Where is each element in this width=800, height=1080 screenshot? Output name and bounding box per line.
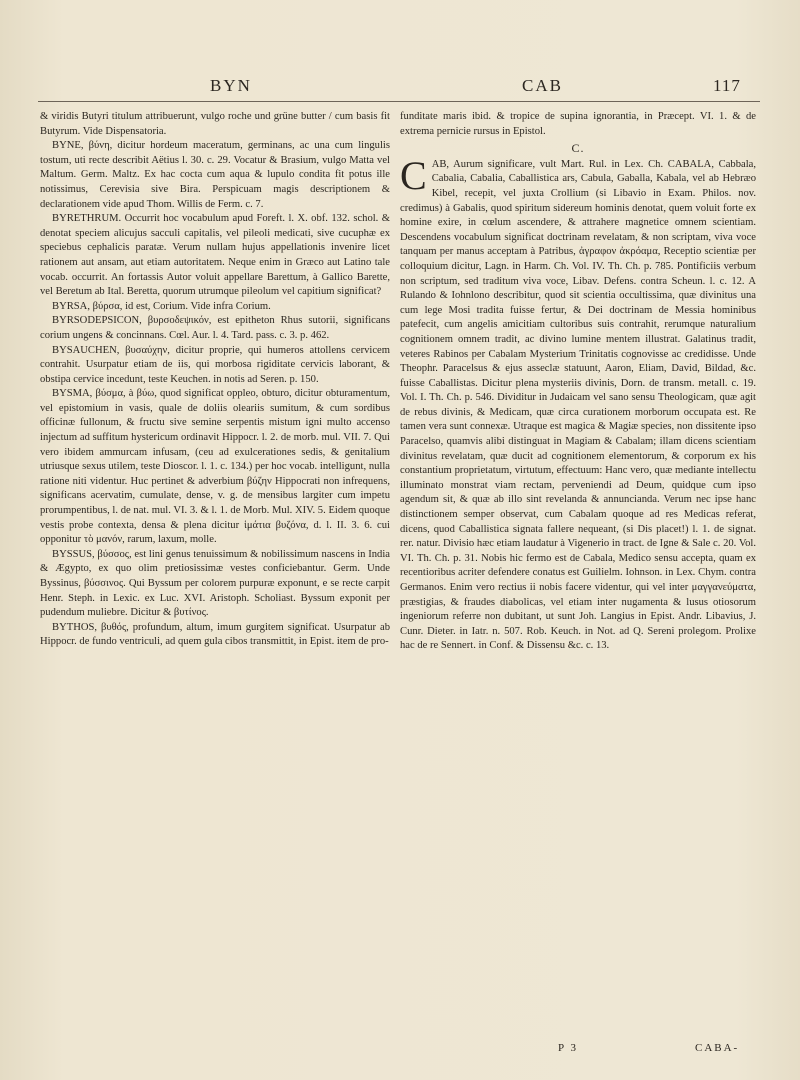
signature-mark: P 3: [558, 1042, 578, 1054]
header-right-title: CAB: [522, 76, 563, 95]
header-left-title: BYN: [210, 76, 252, 95]
entry-bysauchen: BYSAUCHEN, βυσαύχην, dicitur proprie, qui humeros attollens cervicem contrahit. Usurpatur etiam de iis, qui morbosa rigiditate cervicis laborant, & obstipa cervice incedunt, teste Keuchen. in notis ad Seren. p. 150.: [40, 344, 390, 385]
entry-byrsodepsicon: BYRSODEPSICON, βυρσοδεψικόν, est epitheton Rhus sutorii, significans corium ungens & concinnans. Cœl. Aur. l. 4. Tard. pass. c. 3. p. 462.: [40, 315, 390, 341]
entry-bysma: BYSMA, βύσμα, à βύω, quod significat oppleo, obturo, dicitur obturamentum, vel epistomium in vasis, quale de doliis oleariis sumitum, & cum sordibus officinæ fullonum, & fructu sive semine serpentis mistum igni multo accenso injectum ad suffitum hystericum ordinavit Hippocr. l. 2. de morb. mul. VII. 7. Qui vero ibidem ammurcam infusam, (ceu ad exulcerationes sedis, & genitalium utriusque sexus utilem, teste Dioscor. l. 1. c. 134.) per hoc vocab. intelligunt, nulla ratione niti videntur. Huc pertinet & adverbium βύζην Hippocrati non infrequens, significans acervatim, cumulate, dense, v. g. de mensibus largiter cum impetu prorumpentibus, l. de nat. mul. VI. 3. & l. 1. de Morb. Mul. XIV. 5. Eidem quoque vestis probe contexta, densa & plena dicitur ἱμάτια βυζόνα, d. l. II. 3. 6. cui opponitur τὸ μανόν, rarum, laxum, molle.: [40, 388, 390, 546]
header-rule: [38, 101, 760, 102]
right-column: [400, 110, 756, 654]
section-letter-heading: C.: [571, 141, 585, 156]
drop-cap: C: [400, 157, 427, 198]
entry-byssus: BYSSUS, βύσσος, est lini genus tenuissimum & nobilissimum nascens in India & Ægypto, ex quo olim pretiosissimæ vestes conficiebantur. Germ. Unde Byssinus, βύσσινος. Qui Byssum per colorem purpuræ exponunt, e se recte carpit Henr. Steph. in Lexic. ex Luc. XVI. Aristoph. Scholiast. Byssum exponit per pudendum muliebre. Dicitur & βυτίνος.: [40, 548, 390, 619]
dropcap-paragraph: [400, 158, 756, 654]
entry-byrsa: BYRSA, βύρσα, id est, Corium. Vide infra Corium.: [52, 300, 271, 312]
entry-bythos: BYTHOS, βυθός, profundum, altum, imum gurgitem significat. Usurpatur ab Hippocr. de fundo ventriculi, ad quem gula cibos transmittit, in Epist. item de pro-: [40, 621, 390, 648]
entry-byrethrum: BYRETHRUM. Occurrit hoc vocabulum apud Foreft. l. X. obf. 132. schol. & denotat speciem alicujus sacculi capitalis, vel pileoli medicati, sive cucuphæ ex speciebus cephalicis paratæ. Verum nullam hujus appellationis invenire licet rationem aut ansam, aut etiam autoritatem. Neque enim in Græco aut Latino tale vocab. occurrit. An fortassis Autor voluit appellare Barettum, à Gallico Barette, vel Beretum ab Ital. Beretta, quorum utrumque pileolum vel capitium significat?: [40, 213, 390, 298]
paragraph: & viridis Butyri titulum attribuerunt, vulgo roche und grüne butter / cum basis fit Butyrum. Vide Dispensatoria.: [40, 111, 390, 137]
entry-cab-cabala: AB, Aurum significare, vult Mart. Rul. in Lex. Ch. CABALA, Cabbala, Cabalia, Cabalia, Caballistica ars, Cabula, Gaballa, Kabala, vel ab Hebræo Kibel, recepit, vel juxta Crollium (si Libavio in Exam. Philos. nov. credimus) à Gabalis, quod spiritum sidereum hominis denotat, quem voluit forte ex homine exire, in cœlum ascendere, & attrahere magnetice omnem scientiam. Descendens vocabulum significat doctrinam revelatam, & non scriptam, viva voce tanquam per manus acceptam à Patribus, ἀγραφον ἀκρόαμα, Receptio scientiæ per colloquium dicitur, Lagn. in Harm. Ch. Vol. IV. Th. Ch. p. 785. Pontificiis verbum non scriptum, sed traditum viva voce, Libav. Defens. contra Scheun. l. c. 12. A Rulando & Iohnlono describitur, quod sit scientia occultissima, quæ divinitus una cum lege Mosi tradita fuisse fertur, & Dei doctrinam de Messia hominibus patefecit, cum angelis amicitiam cultoribus suis contrahit, rerumque naturalium cognitionem omnem tradit, ac divino lumine mentem illustrat. Galatinus tradit, veteres Rabinos per Cabalam Mysterium Trinitatis cognovisse ac credidisse. Unde Theophr. Paracelsus & ejus asseclæ statuunt, Aaron, Eliam, David, Bildad, &c. fuisse Caballistas. Dicitur plena mysteriis divinis, Dorn. de transm. metall. c. 19. Vol. I. Th. Ch. p. 546. Dividitur in Judaicam vel sano sensu Theologicam, quæ agit de rebus divinis, & Medicam, quæ circa curationem morborum occupata est. Re tamen vera sunt connexæ. Utraque est magica & Magiæ species, non dissitente ipso Paracelso, quamvis alibi distinguat in Magiam & Cabalam; illam dicens scientiam divinitus revelatam, quæ ducit ad cognitionem elementorum, & corporum ex his constantium proprietatum, virtutum, effectuum: Hanc vero, quæ mediante intellectu illuminato monstrat viam rectam, perveniendi ad Deum, quidque cum ipso agendum sit, & quæ ab illo sint revelanda & annuncianda. Verum nec ipse hanc distinctionem semper observat, cum Cabalam quoque ad res Medicas referat, dicens, quod Caballistica signata fallere nequeant, (si Dis placet!) l. 1. de signat. rer. natur. Divisio hæc etiam laudatur à Vigenerio in tract. de Igne & Sale c. 20. Vol. VI. Th. Ch. p. 31. Nobis hic fermo est de Cabala, Medico sensu accepta, quam ex recentioribus acriter defendere conatus est Guilielm. Iohnson. in Lex. Chym. contra Germanos. Enim vero rectius ii nobis facere videntur, qui vel inter μαγγανεύματα, præstigias, & fraudes diabolicas, vel etiam inter nugamenta & lusus otiosorum ingeniorum referre non dubitant, ut sunt Joh. Langius in Epist. Andr. Libavius, J. Cunr. Dieter. in Iatr. n. 507. Rob. Keuch. in Not. ad Q. Sereni prolegom. Prolixe hac de re Sennert. in Conf. & Dissensu &c. c. 13.: [400, 158, 756, 652]
paragraph: funditate maris ibid. & tropice de supina ignorantia, in Præcept. VI. 1. & de extrema pernicie rursus in Epistol.: [400, 111, 756, 137]
left-column: [40, 110, 390, 650]
entry-byne: BYNE, βύνη, dicitur hordeum maceratum, germinans, ac una cum lingulis tostum, uti recte describit Aëtius l. 30. c. 29. Vocatur & Brasium, vulgo Matta vel Maltum. Germ. Maltz. Ex hac cocta cum aqua & lupulo condita fit potus ille notissimus, Cerevisia sive Bira. Perspicuam magis descriptionem & declarationem vide apud Thom. Willis de Ferm. c. 7.: [40, 140, 390, 210]
page-number: 117: [713, 76, 741, 95]
catchword: CABA-: [695, 1042, 740, 1054]
